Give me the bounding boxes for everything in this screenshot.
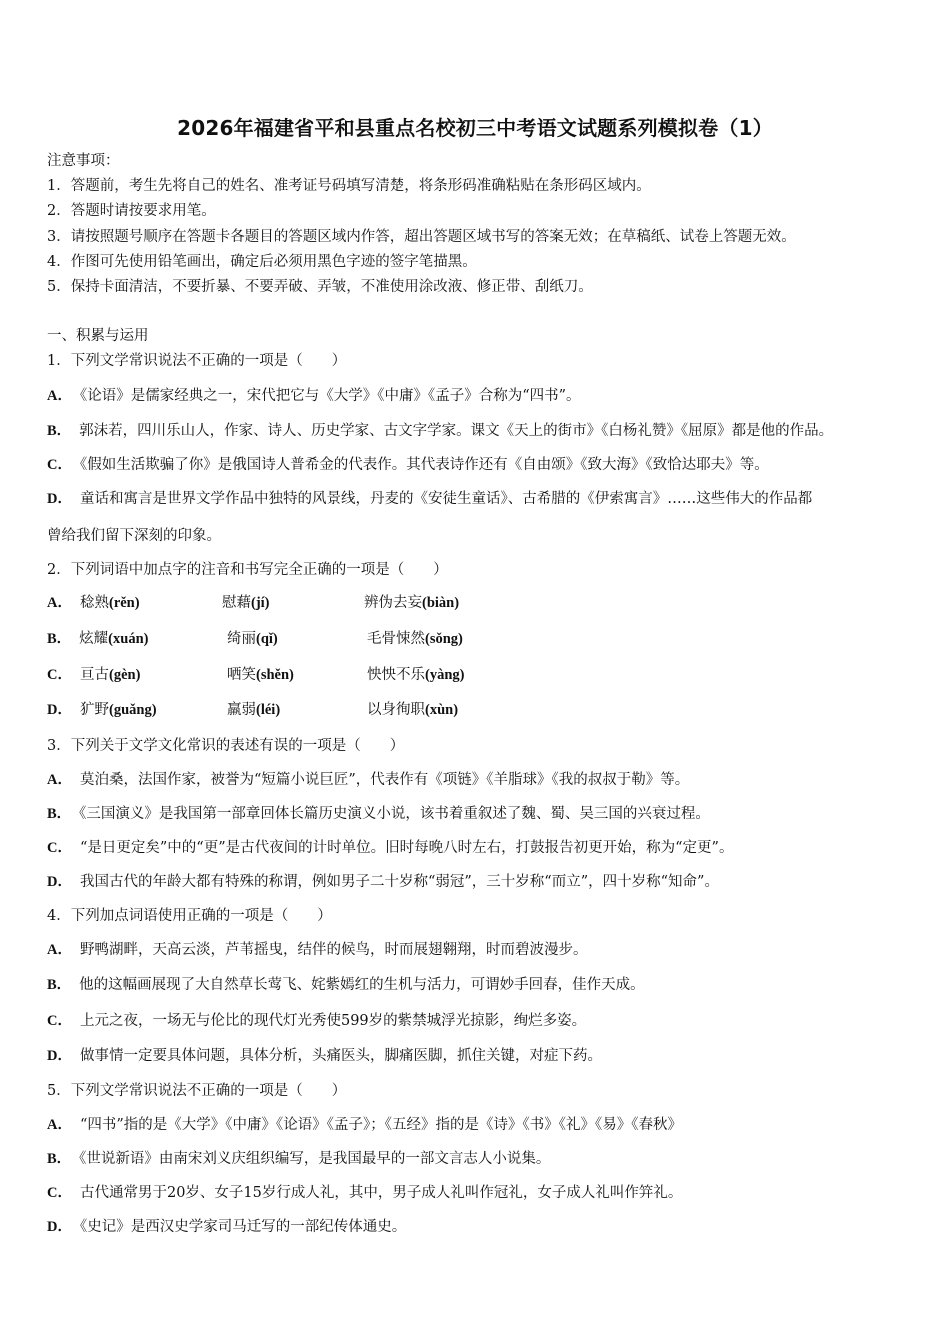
word-group bbox=[367, 665, 464, 685]
question-stem: 5．下列文学常识说法不正确的一项是（ ） bbox=[47, 1083, 347, 1099]
option-letter: A． bbox=[47, 1117, 72, 1133]
pinyin: (léi) bbox=[256, 702, 281, 718]
pinyin: (rěn) bbox=[108, 595, 140, 611]
page-title: 2026年福建省平和县重点名校初三中考语文试题系列模拟卷（1） bbox=[177, 116, 773, 140]
word: 犷野 bbox=[79, 702, 109, 718]
option-text: 做事情一定要具体问题，具体分析，头痛医头，脚痛医脚，抓住关键，对症下药。 bbox=[79, 1048, 602, 1064]
notice-item: 1．答题前，考生先将自己的姓名、准考证号码填写清楚，将条形码准确粘贴在条形码区域内。 bbox=[47, 178, 651, 194]
option-letter: A． bbox=[47, 388, 72, 404]
option-text: 《世说新语》由南宋刘义庆组织编写，是我国最早的一部文言志人小说集。 bbox=[79, 1151, 551, 1167]
word: 怏怏不乐 bbox=[367, 667, 425, 683]
option-letter: D． bbox=[47, 1219, 72, 1235]
option-c bbox=[47, 455, 769, 475]
option-b bbox=[47, 421, 833, 441]
option-text: 郭沫若，四川乐山人，作家、诗人、历史学家、古文字学家。课文《天上的街市》《白杨礼赞》《屈原》都是他的作品。 bbox=[79, 423, 834, 439]
word: 羸弱 bbox=[227, 702, 256, 718]
word-group bbox=[227, 700, 280, 720]
word: 炫耀 bbox=[79, 631, 109, 647]
option-c bbox=[47, 838, 733, 858]
option-d-continued: 曾给我们留下深刻的印象。 bbox=[47, 528, 221, 544]
pinyin: (gèn) bbox=[108, 667, 141, 683]
option-letter: A． bbox=[47, 595, 72, 611]
notice-item: 5．保持卡面清洁，不要折暴、不要弄破、弄皱，不准使用涂改液、修正带、刮纸刀。 bbox=[47, 279, 593, 295]
option-d bbox=[47, 489, 812, 509]
option-text: 我国古代的年龄大都有特殊的称谓，例如男子二十岁称“弱冠”，三十岁称“而立”，四十岁称“知命”。 bbox=[79, 874, 719, 890]
option-text: 上元之夜，一场无与伦比的现代灯光秀使599岁的紫禁城浮光掠影，绚烂多姿。 bbox=[79, 1013, 587, 1029]
word: 毛骨悚然 bbox=[367, 631, 425, 647]
option-d bbox=[47, 872, 719, 892]
option-text: “四书”指的是《大学》《中庸》《论语》《孟子》；《五经》指的是《诗》《书》《礼》《易》《春秋》 bbox=[79, 1117, 683, 1133]
option-b bbox=[47, 975, 645, 995]
question-stem: 3．下列关于文学文化常识的表述有误的一项是（ ） bbox=[47, 738, 405, 754]
notice-heading: 注意事项： bbox=[47, 153, 120, 169]
option-letter: D． bbox=[47, 1048, 72, 1064]
word-group bbox=[227, 629, 278, 649]
option-letter: B． bbox=[47, 806, 72, 822]
option-text: 《论语》是儒家经典之一，宋代把它与《大学》《中庸》《孟子》合称为“四书”。 bbox=[79, 388, 581, 404]
notice-item: 3．请按照题号顺序在答题卡各题目的答题区域内作答，超出答题区域书写的答案无效；在草稿纸、试卷上答题无效。 bbox=[47, 229, 796, 245]
section-heading: 一、积累与运用 bbox=[47, 328, 149, 344]
option-c bbox=[47, 1183, 682, 1203]
option-text: 《假如生活欺骗了你》是俄国诗人普希金的代表作。其代表诗作还有《自由颂》《致大海》《致恰达耶夫》等。 bbox=[79, 457, 769, 473]
option-b bbox=[47, 804, 710, 824]
option-a bbox=[47, 1115, 682, 1135]
option-c bbox=[47, 1011, 586, 1031]
option-a bbox=[47, 593, 140, 613]
word-group bbox=[227, 665, 294, 685]
pinyin: (jí) bbox=[251, 595, 270, 611]
option-d bbox=[47, 1046, 602, 1066]
option-letter: B． bbox=[47, 423, 72, 439]
pinyin: (shěn) bbox=[256, 667, 294, 683]
option-b bbox=[47, 629, 148, 649]
option-a bbox=[47, 386, 581, 406]
option-letter: C． bbox=[47, 1013, 72, 1029]
word: 亘古 bbox=[79, 667, 109, 683]
option-text: 他的这幅画展现了大自然草长莺飞、姹紫嫣红的生机与活力，可谓妙手回春，佳作天成。 bbox=[79, 977, 645, 993]
option-letter: D． bbox=[47, 874, 72, 890]
option-letter: C． bbox=[47, 667, 72, 683]
word: 辨伪去妄 bbox=[364, 595, 422, 611]
word: 哂笑 bbox=[227, 667, 256, 683]
option-letter: C． bbox=[47, 840, 72, 856]
option-letter: A． bbox=[47, 942, 72, 958]
option-letter: B． bbox=[47, 631, 72, 647]
pinyin: (biàn) bbox=[422, 595, 460, 611]
pinyin: (xuán) bbox=[108, 631, 149, 647]
notice-item: 4．作图可先使用铅笔画出，确定后必须用黑色字迹的签字笔描黑。 bbox=[47, 254, 477, 270]
option-c bbox=[47, 665, 140, 685]
option-letter: A． bbox=[47, 772, 72, 788]
option-text: 野鸭湖畔，天高云淡，芦苇摇曳，结伴的候鸟，时而展翅翱翔，时而碧波漫步。 bbox=[79, 942, 588, 958]
option-text: 《史记》是西汉史学家司马迁写的一部纪传体通史。 bbox=[79, 1219, 407, 1235]
question-stem: 2．下列词语中加点字的注音和书写完全正确的一项是（ ） bbox=[47, 562, 448, 578]
option-b bbox=[47, 1149, 550, 1169]
option-letter: D． bbox=[47, 702, 72, 718]
word: 稔熟 bbox=[79, 595, 109, 611]
option-letter: C． bbox=[47, 1185, 72, 1201]
word-group bbox=[364, 593, 459, 613]
notice-item: 2．答题时请按要求用笔。 bbox=[47, 203, 216, 219]
option-letter: B． bbox=[47, 1151, 72, 1167]
option-a bbox=[47, 770, 689, 790]
option-text: “是日更定矣”中的“更”是古代夜间的计时单位。旧时每晚八时左右，打鼓报告初更开始，称为“定更”。 bbox=[79, 840, 734, 856]
pinyin: (yàng) bbox=[425, 667, 465, 683]
pinyin: (qǐ) bbox=[256, 631, 278, 647]
option-text: 童话和寓言是世界文学作品中独特的风景线，丹麦的《安徒生童话》、古希腊的《伊索寓言》……这些伟大的作品都 bbox=[79, 491, 813, 507]
word-group bbox=[367, 700, 458, 720]
option-d bbox=[47, 1217, 406, 1237]
option-a bbox=[47, 940, 587, 960]
question-stem: 1．下列文学常识说法不正确的一项是（ ） bbox=[47, 353, 347, 369]
word: 绮丽 bbox=[227, 631, 256, 647]
option-text: 《三国演义》是我国第一部章回体长篇历史演义小说，该书着重叙述了魏、蜀、吴三国的兴衰过程。 bbox=[79, 806, 710, 822]
pinyin: (sǒng) bbox=[425, 631, 463, 647]
option-letter: C． bbox=[47, 457, 72, 473]
word: 慰藉 bbox=[222, 595, 251, 611]
word: 以身徇职 bbox=[367, 702, 425, 718]
option-letter: D． bbox=[47, 491, 72, 507]
option-letter: B． bbox=[47, 977, 72, 993]
pinyin: (xùn) bbox=[425, 702, 459, 718]
option-text: 莫泊桑，法国作家，被誉为“短篇小说巨匠”，代表作有《项链》《羊脂球》《我的叔叔于勒》等。 bbox=[79, 772, 690, 788]
question-stem: 4．下列加点词语使用正确的一项是（ ） bbox=[47, 908, 332, 924]
option-d bbox=[47, 700, 157, 720]
pinyin: (guǎng) bbox=[108, 702, 157, 718]
option-text: 古代通常男于20岁、女子15岁行成人礼，其中，男子成人礼叫作冠礼，女子成人礼叫作笄礼。 bbox=[79, 1185, 683, 1201]
word-group bbox=[222, 593, 270, 613]
word-group bbox=[367, 629, 463, 649]
